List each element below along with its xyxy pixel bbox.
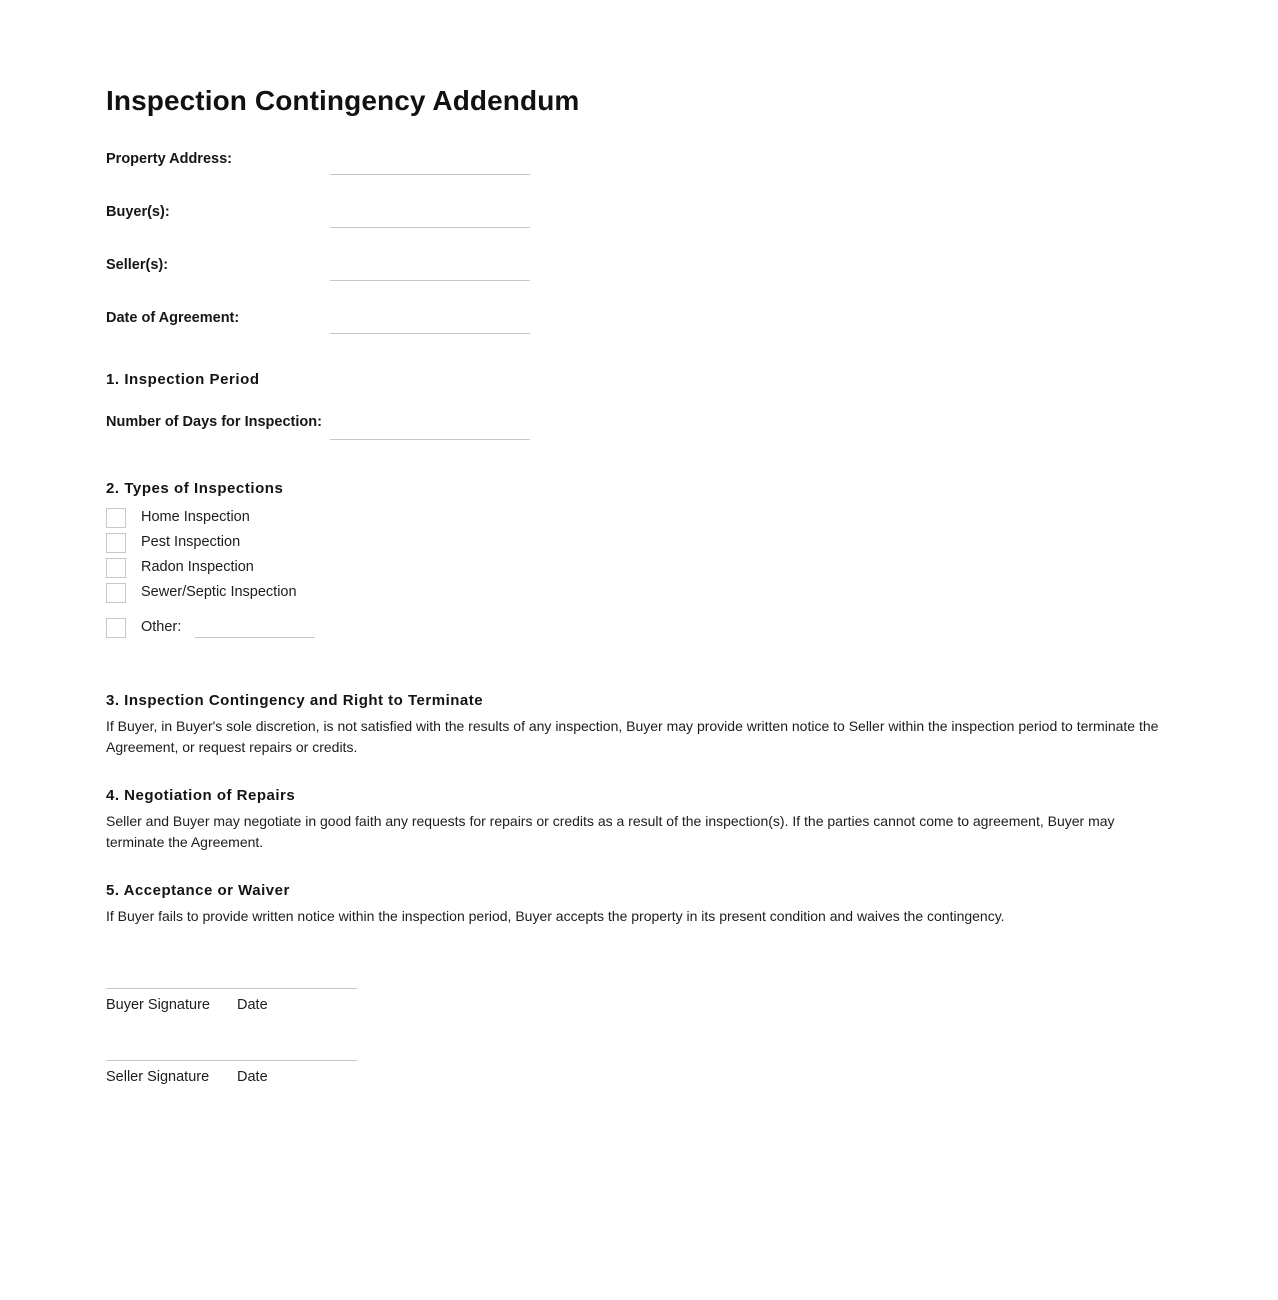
signature-date-label-seller: Date [237,1069,268,1086]
signature-line-seller[interactable] [106,1060,357,1061]
field-input-sellers[interactable] [330,261,530,281]
field-label-number-of-days: Number of Days for Inspection: [106,413,322,430]
section-heading-acceptance-or-waiver: 5. Acceptance or Waiver [106,881,290,899]
checkbox-row-sewer-septic-inspection[interactable] [106,580,1172,605]
field-row-property-address [106,133,1172,186]
signature-labels-seller [106,1069,1172,1085]
signature-block-seller [106,1060,1172,1085]
checkbox-label-pest-inspection: Pest Inspection [141,533,241,550]
checkbox-row-other[interactable] [106,611,1172,645]
field-row-number-of-days [106,392,1172,452]
page-title: Inspection Contingency Addendum [106,85,580,116]
field-row-buyers [106,186,1172,239]
field-input-property-address[interactable] [330,155,530,175]
checkbox-label-sewer-septic-inspection: Sewer/Septic Inspection [141,583,297,600]
field-label-property-address: Property Address: [106,151,232,168]
signature-area [106,988,1172,1085]
section-text-negotiation-of-repairs: Seller and Buyer may negotiate in good faith any requests for repairs or credits as a result of the inspection(s). If the parties cannot come to agreement, Buyer may terminate the Agreement. [106,813,1115,850]
checkbox-sewer-septic-inspection[interactable] [106,583,126,603]
checkbox-home-inspection[interactable] [106,508,126,528]
checkbox-row-pest-inspection[interactable] [106,530,1172,555]
signature-label-buyer: Buyer Signature [106,997,210,1014]
field-input-other[interactable] [195,623,315,638]
checkbox-pest-inspection[interactable] [106,533,126,553]
field-row-sellers [106,239,1172,292]
field-input-date-of-agreement[interactable] [330,314,530,334]
signature-label-seller: Seller Signature [106,1069,210,1086]
section-heading-inspection-period: 1. Inspection Period [106,371,260,389]
section-block-acceptance-or-waiver [106,882,1172,926]
field-label-buyers: Buyer(s): [106,204,170,221]
checkbox-label-home-inspection: Home Inspection [141,508,250,525]
section-block-inspection-contingency [106,692,1172,757]
checkbox-radon-inspection[interactable] [106,558,126,578]
checkbox-row-radon-inspection[interactable] [106,555,1172,580]
signature-line-buyer[interactable] [106,988,357,989]
inspection-types-list [106,505,1172,645]
field-row-date-of-agreement [106,292,1172,345]
field-input-number-of-days[interactable] [330,420,530,440]
section-block-negotiation-of-repairs [106,787,1172,852]
signature-date-label-buyer: Date [237,997,268,1014]
section-heading-negotiation-of-repairs: 4. Negotiation of Repairs [106,787,296,805]
checkbox-label-other: Other: [141,619,182,636]
checkbox-other[interactable] [106,618,126,638]
section-heading-types-of-inspections: 2. Types of Inspections [106,480,284,498]
signature-labels-buyer [106,997,1172,1013]
section-heading-inspection-contingency: 3. Inspection Contingency and Right to Terminate [106,692,484,710]
field-label-date-of-agreement: Date of Agreement: [106,310,240,327]
checkbox-row-home-inspection[interactable] [106,505,1172,530]
signature-block-buyer [106,988,1172,1013]
section-text-acceptance-or-waiver: If Buyer fails to provide written notice within the inspection period, Buyer accepts the property in its present condition and waives the contingency. [106,907,1005,924]
checkbox-label-radon-inspection: Radon Inspection [141,558,254,575]
field-input-buyers[interactable] [330,208,530,228]
section-text-inspection-contingency: If Buyer, in Buyer's sole discretion, is not satisfied with the results of any inspection, Buyer may provide written notice to Seller within the inspection period to terminate the Agreement, or request repairs or credits. [106,718,1159,755]
field-label-sellers: Seller(s): [106,257,169,274]
